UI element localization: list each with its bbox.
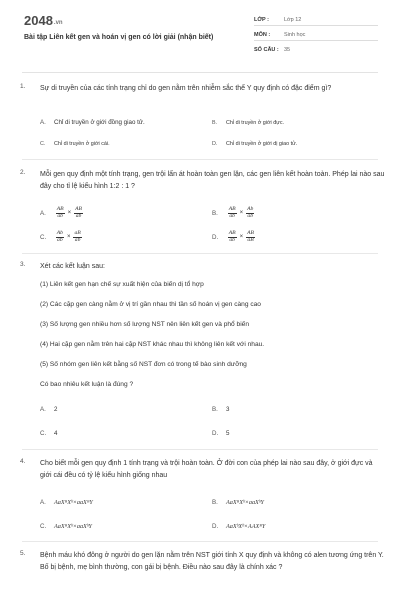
question-text: Xét các kết luận sau:: [40, 263, 105, 270]
fraction-denominator: ab: [57, 236, 63, 243]
question-number: 1.: [20, 83, 26, 90]
conclusion-item: (1) Liên kết gen hạn chế sự xuất hiện của biến dị tổ hợp: [40, 281, 204, 288]
header-divider: [22, 72, 378, 73]
option-text: AaXᴮXᵇ×aaXᴮY: [54, 499, 93, 506]
fraction-denominator: ab: [57, 212, 63, 219]
genotype-fraction: [56, 207, 65, 219]
option-letter: B.: [212, 209, 218, 217]
question-text: Mỗi gen quy định một tính trạng, gen trội lấn át hoàn toàn gen lặn, các gen liên kết hoàn toàn. Phép lai nào sau đây cho tỉ lệ kiểu hình 1:2 : 1 ?: [40, 171, 385, 190]
multiply-sign: ×: [66, 234, 71, 241]
fraction-denominator: aB: [247, 236, 254, 243]
option-c[interactable]: [40, 141, 110, 147]
option-a[interactable]: [40, 207, 83, 219]
fraction-denominator: ab: [74, 236, 81, 243]
meta-divider: [254, 40, 378, 41]
option-text: Chỉ di truyền ở giới dị giao tử.: [226, 141, 298, 147]
question-divider: [22, 253, 378, 254]
option-b[interactable]: [212, 120, 284, 126]
fraction-denominator: ab: [75, 212, 82, 219]
option-text: AaXᴮXᵇ×aaXᵇY: [54, 523, 92, 530]
option-c[interactable]: [40, 231, 82, 243]
genotype-fraction: [246, 207, 254, 219]
question-number: 4.: [20, 458, 26, 465]
genotype-fraction: [246, 231, 255, 243]
logo-suffix: .vn: [53, 20, 63, 26]
option-letter: B.: [212, 120, 218, 126]
option-letter: B.: [212, 499, 218, 506]
option-d[interactable]: [212, 430, 229, 437]
option-text: AaXᴮXᵇ×aaXᵇY: [226, 499, 264, 506]
option-letter: D.: [212, 430, 219, 437]
meta-label: SỐ CÂU :: [254, 47, 279, 53]
question-text: Cho biết mỗi gen quy định 1 tính trạng và trội hoàn toàn. Ở đời con của phép lai nào sau đây, ở giới đực và giới cái đều có tỷ lệ kiểu hình giống nhau: [40, 460, 373, 479]
meta-value: 35: [284, 47, 291, 53]
option-letter: B.: [212, 406, 218, 413]
question-divider: [22, 159, 378, 160]
multiply-sign: ×: [239, 210, 244, 217]
fraction-numerator: aB: [74, 230, 81, 236]
option-c[interactable]: [40, 523, 92, 530]
question-divider: [22, 449, 378, 450]
conclusion-item: (4) Hai cặp gen nằm trên hai cặp NST khác nhau thì không liên kết với nhau.: [40, 341, 265, 348]
fraction-denominator: ab: [247, 212, 253, 219]
fraction-numerator: Ab: [56, 230, 63, 236]
conclusion-item: (2) Các cặp gen càng nằm ở vị trí gần nhau thì tần số hoán vị gen càng cao: [40, 301, 261, 308]
option-d[interactable]: [212, 231, 255, 243]
option-text: 3: [226, 406, 230, 413]
fraction-denominator: ab: [229, 212, 235, 219]
option-d[interactable]: [212, 523, 265, 530]
page-header: [0, 0, 400, 62]
option-letter: C.: [40, 430, 47, 437]
option-text: 5: [226, 430, 230, 437]
question-prompt: Có bao nhiêu kết luận là đúng ?: [40, 381, 134, 388]
meta-value: Lớp 12: [284, 17, 302, 23]
meta-divider: [254, 25, 378, 26]
option-text: AaXᵇXᵇ×AAXᴮY: [226, 523, 266, 530]
option-letter: A.: [40, 406, 46, 413]
option-d[interactable]: [212, 141, 297, 147]
fraction-numerator: AB: [75, 206, 82, 212]
genotype-fraction: [73, 231, 81, 243]
fraction-numerator: AB: [247, 230, 254, 236]
question-divider: [22, 541, 378, 542]
option-b[interactable]: [212, 406, 229, 413]
fraction-numerator: AB: [56, 206, 64, 212]
meta-label: LỚP :: [254, 17, 269, 23]
genotype-fraction: [228, 207, 237, 219]
option-letter: D.: [212, 523, 219, 530]
question-text: Sự di truyền của các tính trạng chỉ do gen nằm trên nhiễm sắc thể Y quy định có đặc điểm gì?: [40, 85, 332, 92]
option-letter: A.: [40, 209, 46, 217]
fraction-numerator: Ab: [247, 206, 254, 212]
option-letter: C.: [40, 233, 47, 241]
logo-text: 2048: [24, 13, 53, 28]
multiply-sign: ×: [67, 210, 72, 217]
option-letter: A.: [40, 119, 46, 126]
option-letter: A.: [40, 499, 46, 506]
option-a[interactable]: [40, 119, 145, 126]
option-letter: D.: [212, 141, 218, 147]
option-letter: C.: [40, 523, 47, 530]
option-text: Chỉ di truyền ở giới đực.: [226, 120, 285, 126]
option-text: 4: [54, 430, 58, 437]
question-text: Bệnh máu khó đông ở người do gen lặn nằm trên NST giới tính X quy định và không có alen tương ứng trên Y. Bố bị bệnh, mẹ bình thường, con gái bị bệnh. Điều nào sau đây là chính xác ?: [40, 552, 384, 571]
question-number: 3.: [20, 261, 26, 268]
genotype-fraction: [74, 207, 83, 219]
option-b[interactable]: [212, 499, 264, 506]
option-letter: D.: [212, 233, 219, 241]
question-number: 5.: [20, 550, 26, 557]
meta-label: MÔN :: [254, 32, 271, 38]
option-text: Chỉ di truyền ở giới cái.: [54, 141, 110, 147]
meta-value: Sinh học: [284, 32, 306, 38]
option-c[interactable]: [40, 430, 57, 437]
fraction-numerator: AB: [228, 206, 236, 212]
fraction-denominator: ab: [229, 236, 235, 243]
multiply-sign: ×: [239, 234, 244, 241]
option-letter: C.: [40, 141, 46, 147]
fraction-numerator: AB: [228, 230, 236, 236]
conclusion-item: (5) Số nhóm gen liên kết bằng số NST đơn có trong tế bào sinh dưỡng: [40, 361, 247, 368]
genotype-fraction: [56, 231, 64, 243]
option-b[interactable]: [212, 207, 254, 219]
option-text: Chỉ di truyền ở giới đồng giao tử.: [54, 119, 145, 126]
document-title: Bài tập Liên kết gen và hoán vị gen có lời giải (nhận biết): [24, 34, 214, 41]
option-text: 2: [54, 406, 58, 413]
option-a[interactable]: [40, 406, 57, 413]
conclusion-item: (3) Số lượng gen nhiều hơn số lượng NST nên liên kết gen và phổ biến: [40, 321, 249, 328]
genotype-fraction: [228, 231, 237, 243]
question-number: 2.: [20, 169, 26, 176]
site-logo[interactable]: [24, 13, 63, 28]
option-a[interactable]: [40, 499, 93, 506]
